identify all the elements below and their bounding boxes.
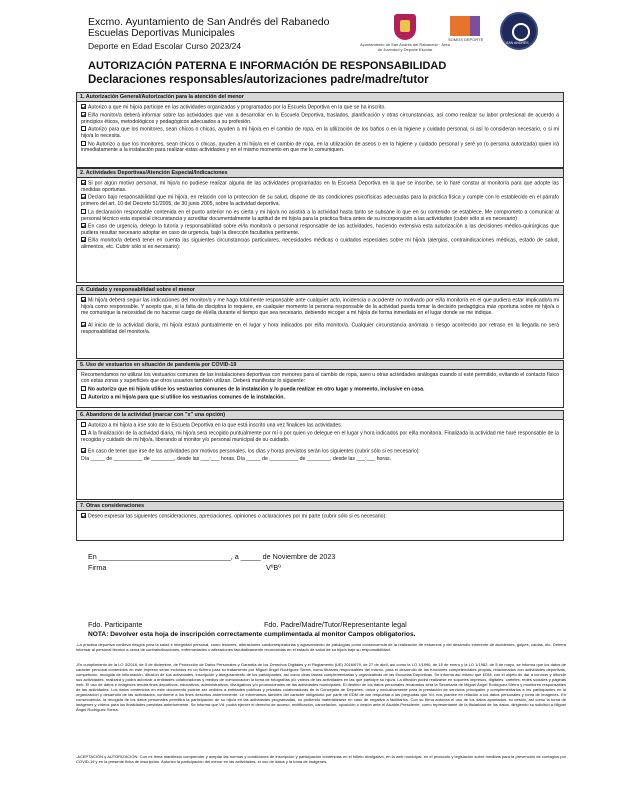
logo1-caption: Ayuntamiento de San Andrés del Rabanedo · Área de Juventud y Deporte Escolar <box>360 42 450 52</box>
section-heading: 1. Autorización General/Autorización para la atención del menor <box>77 93 563 102</box>
list-item[interactable]: Deseo expresar las siguientes consideraciones, apreciaciones, opiniones o aclaraciones por mi parte (cubrir sólo si es necesario): <box>81 513 559 520</box>
section-intro: Recomendamos no utilizar los vestuarios comunes de las instalaciones deportivas con menores para el cambio de ropa, aseo u otras actividades análogas cuando sí esté permitido, evitando el contacto físico con estas zonas y superficies que otros usuarios también utilizan. Deberá manifestar lo siguiente: <box>81 372 559 385</box>
checkbox[interactable] <box>81 386 86 391</box>
checkbox[interactable] <box>81 394 86 399</box>
list-item[interactable]: Al inicio de la actividad diaria, mi hijo/a estará puntualmente en el lugar y hora indicados por el/la monitor/a. Cualquier circunstancia anómala o riesgo acontecido por retraso en la llegada no será responsabilidad del monitor/a. <box>81 322 559 335</box>
section-heading: 2. Actividades Deportivas/Atención Especial/Indicaciones <box>77 169 563 178</box>
section-care-responsibility <box>76 285 564 359</box>
section-general-authorization <box>76 92 564 168</box>
checkbox[interactable] <box>81 422 86 427</box>
signature-labels-row <box>88 563 568 572</box>
schools-name: Escuelas Deportivas Municipales <box>88 28 235 39</box>
list-item[interactable]: Autorizo a mi hijo/a a irse solo de la Escuela Deportiva en la que está inscrito una vez finalicen las actividades. <box>81 422 559 429</box>
escuelas-deportivas-logo <box>500 12 538 50</box>
signatories-row <box>88 620 568 629</box>
day-time-field[interactable]: Día _____ de __________ de ________, desde las ___:___ horas. Día _____ de __________ de ________, desde las ___:___ horas. <box>81 456 392 463</box>
checkbox[interactable] <box>81 126 86 131</box>
list-item[interactable]: La declaración responsable contenida en el punto anterior no es cierta y mi hijo/a no asistirá a la actividad hasta tanto se subsane lo que en su contenido se establece. Me comprometo a comunicar al personal técnico esta especial circunstancia y acreditar documentalmente la aptitud de mi hijo/a para la práctica física antes de su incorporación a las actividades (cubrir sólo si es necesario) <box>81 209 559 222</box>
checkbox[interactable] <box>81 104 86 109</box>
list-item[interactable]: Autorizo para que los monitores, sean chicos o chicas, ayuden a mi hijo/a en el cambio de ropa, en la utilización de los baños o en la higiene y cuidado personal, si así lo consideran necesario, o si mi hijo/a lo necesita. <box>81 126 559 140</box>
checkbox[interactable] <box>81 297 86 302</box>
section-heading: 7. Otras consideraciones <box>77 502 563 511</box>
list-item[interactable]: En caso de urgencia, delego la tutoría y responsabilidad sobre el/la monitor/a o personal responsable de las actividades, haciendo extensiva esta autorización a las decisiones médico-quirúrgicas que pudiera resultar necesario adoptar en caso de urgencia, bajo la dirección facultativa pertinente. <box>81 223 559 236</box>
somos-deporte-logo <box>446 14 486 44</box>
list-item[interactable]: El/la monitor/a deberá tener en cuenta las siguientes circunstancias particulares, necesidades médicas o cuidados especiales sobre mi hijo/a (alergias, contraindicaciones médicas, estado de salud, alimentos, etc. Cubrir sólo si es necesario): <box>81 237 559 251</box>
checkbox[interactable] <box>81 180 86 185</box>
list-item[interactable]: Mi hijo/a deberá seguir las indicaciones del monitor/a y me hago totalmente responsable ante cualquier acto, incidencia o accidente no motivado por el/la monitor/a en el que pudiera estar implicado/a mi hijo/a como responsable. Y acepto que, si la falta de disciplina lo requiere, en cualquier momento la persona responsable de la actividad pueda tomar la decisión pedagógica más oportuna sobre mi hijo/a o me comunique la necesidad de no hacerse cargo de él/ella durante el tiempo que sea necesario, debiendo recoger a mi hijo/a de forma inmediata en el lugar donde se me indique. <box>81 297 559 317</box>
checkbox[interactable] <box>81 322 86 327</box>
document-subtitle: Declaraciones responsables/autorizaciones padre/madre/tutor <box>88 74 429 86</box>
crest-icon <box>394 14 416 40</box>
checkbox[interactable] <box>81 209 86 214</box>
fdo-padre: Fdo. Padre/Madre/Tutor/Representante legal <box>264 620 407 629</box>
checkbox[interactable] <box>81 112 86 117</box>
list-item[interactable]: En caso de tener que irse de las actividades por motivos personales, los días y horas previstos serán los siguientes (cubrir sólo si es necesario): <box>81 448 559 455</box>
institution-name: Excmo. Ayuntamiento de San Andrés del Rabanedo <box>88 16 330 28</box>
section-other-considerations <box>76 501 564 541</box>
firma-label: Firma <box>88 563 107 572</box>
list-item[interactable]: Autorizo a mi hijo/a para que sí utilice los vestuarios comunes de la instalación. <box>81 394 559 401</box>
list-item[interactable]: Declaro bajo responsabilidad que mi hijo/a, en relación con la protección de su salud, dispone de las condiciones psicofísicas adecuadas para la práctica física y cumple con lo establecido en el párrafo primero del art. 10 del Decreto 51/2005, de 30 junio 2005, sobre la actividad deportiva. <box>81 194 559 208</box>
checkbox[interactable] <box>81 237 86 242</box>
section-heading: 4. Cuidado y responsabilidad sobre el menor <box>77 286 563 295</box>
document-title: AUTORIZACIÓN PATERNA E INFORMACIÓN DE RESPONSABILIDAD <box>88 60 447 72</box>
section-activities-special-attention <box>76 168 564 283</box>
checkbox[interactable] <box>81 194 86 199</box>
fdo-participante: Fdo. Participante <box>88 620 143 629</box>
checkbox[interactable] <box>81 141 86 146</box>
checkbox[interactable] <box>81 223 86 228</box>
logo2-caption: SOMOS DEPORTE <box>448 37 484 42</box>
fine-print-acceptance: -ACEPTACIÓN y AUTORIZACIÓN: Con mi firma manifiesto comprender y aceptar las normas y condiciones de inscripción y participación contenidas en el folleto divulgativo, en la web municipal, en el protocolo y legislación sobre medidas para la prevención de contagios por COVID-19 y en la presente ficha de inscripción. Autorizo la participación del menor en las actividades, el uso de datos y la toma de imágenes. <box>76 754 566 764</box>
checkbox[interactable] <box>81 430 86 435</box>
place-date-line[interactable]: En _________________________________, a _____ de Noviembre de 2023 <box>88 552 336 561</box>
list-item[interactable]: A la finalización de la actividad diaria, mi hijo/a será recogido puntualmente por mí o por quien yo delegue en el lugar y hora indicados por el/la monitor/a. Finalizada la actividad me haré responsable de la recogida y cuidado de mi hijo/a, liberando al monitor y/o personal municipal de su cuidado. <box>81 430 559 443</box>
vobo-label: VºBº <box>266 563 281 572</box>
municipal-crest-logo <box>360 14 450 52</box>
fine-print-data-protection: -En cumplimiento de la LO 3/2018, de 5 de diciembre, de Protección de Datos Personales y Garantía de los Derechos Digitales y el Reglamento (UE) 2016/679, de 27 de abril, así como la LO 1/1996, de 15 de enero y la LO 1/1982, de 5 de mayo, se informa que los datos de carácter personal contenidos en este impreso serán incluidos en un fichero para su tratamiento por Miguel Ángel Rodríguez Sierra, como titulares responsables del mismo, para el desarrollo de las funciones competenciales propias, relacionados con actividades deportivas, competición, recogida de información, difusión de sus actividades, inscripción y aseguramiento de los participantes, así como otras tareas complementarias y organizativas de las Escuelas Deportivas. Se informa así mismo que EDM, con el objeto de dar a conocer y difundir sus actividades, realizará y podrá autorizar a entidades colaboradoras y medios de comunicación la toma de fotografías y/o vídeos de las actividades en las que participe su hijo/a. La difusión podrá realizarse en soportes impresos, digitales, carteles, redes sociales y páginas web. El uso de datos e imágenes tendrá fines deportivos, educativos, administrativos, divulgativos y/o promocionales de las actividades municipales. El destino de los datos personales recabados será la Secretaría de Miguel Ángel Rodríguez Sierra y monitores responsables de las actividades. Los datos contenidos en este documento podrán ser cedidos a entidades públicas y privadas colaboradoras de la Concejalía de Deportes, única y exclusivamente para la prestación de servicios principales y complementarios a los participantes en la organización y desarrollo de las actividades, conforme a los fines descritos anteriormente. Le informamos también del carácter obligatorio por parte de EDM de dar respuesta a las preguntas que Vd. nos plantee en relación a los datos personales y toma de imágenes. En consecuencia, la recogida de los datos personales permitirá la participación de su hijo/a en las actividades programadas, no pudiendo materializarse en caso de negativa a facilitarlos. Con su firma autoriza el uso de los datos apuntados, su cesión, así como la toma de imágenes y vídeos para los finalidades previstas anteriormente. Se informa que Vd. podrá ejercer el derecho de acceso, rectificación, cancelación, oposición o cesión ante el Alcalde-Presidente, como representante de la titularidad de los datos, dirigiendo su solicitud a Miguel Ángel Rodríguez Sierra. <box>76 662 566 712</box>
return-note: NOTA: Devolver esta hoja de inscripción correctamente cumplimentada al monitor Campos obligatorios. <box>88 631 416 638</box>
document-header <box>88 16 388 52</box>
checkbox[interactable] <box>81 513 86 518</box>
logo3-caption: SAN ANDRÉS <box>506 41 529 45</box>
checkbox[interactable] <box>81 448 86 453</box>
list-item[interactable]: Autorizo a que mi hijo/a participe en las actividades organizadas y programadas por la Escuela Deportiva en la que se ha inscrito. <box>81 104 559 111</box>
section-heading: 5. Uso de vestuarios en situación de pandemia por COVID-19 <box>77 361 563 370</box>
list-item[interactable]: Si por algún motivo personal, mi hijo/a no pudiese realizar alguna de las actividades programadas en la Escuela Deportiva en la que se inscribe, se lo haré constar al monitor/a para que adopte las medidas oportunas. <box>81 180 559 193</box>
fine-print-health: -La práctica deportiva conlleva riesgos para la salud e integridad personal, como lesiones, alteraciones cardiorrespiratorias y agravamiento de patologías como consecuencia de la realización de esfuerzos y del desarrollo inherente de accidentes, golpes, caídas, etc. Deberá informar al personal técnico a cerca de contraindicaciones, enfermedades o alteraciones facultativamente reconocidas en el estado de salud de su hijo/a bajo su responsabilidad. <box>76 642 566 652</box>
list-item[interactable]: No autorizo que mi hijo/a utilice los vestuarios comunes de la instalación y lo pueda realizar en otro lugar y momento, inclusive en casa. <box>81 386 559 393</box>
section-leaving-activity <box>76 410 564 500</box>
list-item[interactable]: No Autorizo a que los monitores, sean chicos o chicas, ayuden a mi hijo/a en el cambio de ropa, en la utilización de aseos o en la higiene y cuidado personal y seré yo (o persona autorizada) quien irá inmediatamente a la instalación para realizar estas actividades y en el mismo momento en que me lo comuniquen. <box>81 141 559 154</box>
section-heading: 6. Abandono de la actividad (marcar con "x" una opción) <box>77 411 563 420</box>
list-item[interactable]: El/la monitor/a deberá informar sobre las actividades que van a desarrollar en la Escuela Deportiva, traslados, planificación y otras circunstancias, así como realizar su labor profesional de acuerdo a principios éticos, metodológicos y pedagógicos adecuados a su profesión. <box>81 112 559 125</box>
season-label: Deporte en Edad Escolar Curso 2023/24 <box>88 41 242 51</box>
section-covid-locker-rooms <box>76 360 564 408</box>
